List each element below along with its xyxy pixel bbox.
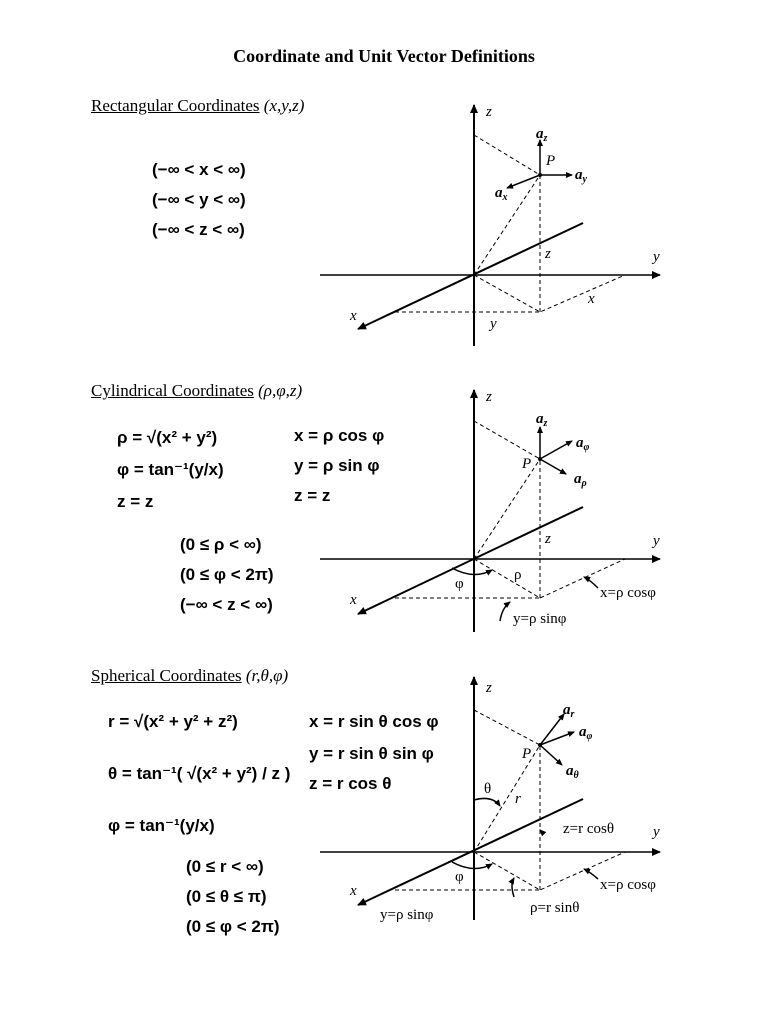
rect-ax-label: $a_x$	[495, 185, 508, 203]
sph-point-label: P	[522, 746, 532, 762]
cyl-x-axis	[358, 507, 583, 614]
sph-z-axis-label: z	[486, 680, 492, 696]
cyl-arho-vector	[540, 459, 566, 474]
rect-ax-vector	[507, 175, 540, 188]
rect-point-label: P	[546, 153, 556, 169]
sph-atheta-vector	[540, 745, 562, 765]
rect-proj-base	[474, 275, 625, 312]
sph-atheta-label: $a_\theta$	[566, 763, 579, 781]
cyl-y-eq-label: y=ρ sinφ	[513, 611, 567, 627]
cyl-proj-top	[474, 421, 540, 459]
sph-phi-arc	[452, 862, 492, 869]
cyl-range-z: (−∞ < z < ∞)	[180, 595, 273, 614]
sph-inv-y: y = r sin θ sin φ	[309, 744, 434, 763]
cyl-range-rho: (0 ≤ ρ < ∞)	[180, 535, 262, 554]
cyl-az-label: $a_z$	[536, 411, 548, 429]
rect-range-x: (−∞ < x < ∞)	[152, 160, 246, 179]
rect-range-z: (−∞ < z < ∞)	[152, 220, 245, 239]
sph-def-r: r = √(x² + y² + z²)	[108, 712, 238, 731]
cyl-def-rho: ρ = √(x² + y²)	[117, 428, 218, 447]
cyl-y-axis-label: y	[653, 533, 660, 549]
sph-r-label: r	[515, 791, 521, 807]
rect-title-vars: (x,y,z)	[263, 96, 305, 115]
sph-title-vars: (r,θ,φ)	[245, 666, 289, 685]
rect-proj-top	[474, 135, 540, 175]
cyl-inv-z: z = z	[294, 486, 331, 505]
cyl-inv-y: y = ρ sin φ	[294, 456, 380, 475]
page-title: Coordinate and Unit Vector Definitions	[233, 46, 535, 66]
rect-title-name: Rectangular Coordinates	[91, 96, 260, 115]
sph-y-axis-label: y	[653, 824, 660, 840]
cyl-y-pointer	[500, 602, 510, 621]
rect-y-proj-label: y	[490, 316, 497, 332]
cyl-z-proj-label: z	[545, 531, 551, 547]
cyl-range-phi: (0 ≤ φ < 2π)	[180, 565, 274, 584]
rect-x-axis-label: x	[350, 308, 357, 324]
cyl-title-vars: (ρ,φ,z)	[258, 381, 303, 400]
sph-x-pointer	[584, 869, 598, 879]
rect-az-label: $a_z$	[536, 126, 548, 144]
rect-z-axis-label: z	[486, 104, 492, 120]
rect-diagram	[320, 104, 660, 346]
rect-z-proj-label: z	[545, 246, 551, 262]
sph-proj-top	[474, 710, 540, 745]
sph-rho-pointer	[512, 878, 514, 897]
cyl-rho-label: ρ	[514, 567, 522, 583]
sph-range-phi: (0 ≤ φ < 2π)	[186, 917, 280, 936]
cyl-title-name: Cylindrical Coordinates	[91, 381, 254, 400]
sph-inv-z: z = r cos θ	[309, 774, 392, 793]
sph-range-theta: (0 ≤ θ ≤ π)	[186, 887, 267, 906]
rect-x-proj-label: x	[588, 291, 595, 307]
sph-theta-label: θ	[484, 781, 492, 797]
sph-def-theta: θ = tan⁻¹( √(x² + y²) / z )	[108, 764, 291, 783]
sph-x-axis-label: x	[350, 883, 357, 899]
sph-range-r: (0 ≤ r < ∞)	[186, 857, 264, 876]
sph-z-pointer	[540, 830, 544, 832]
cyl-aphi-vector	[540, 441, 572, 459]
cyl-x-axis-label: x	[350, 592, 357, 608]
cyl-phi-arc	[452, 568, 492, 575]
cyl-aphi-label: $a_\varphi$	[576, 435, 590, 453]
sph-theta-arc	[474, 798, 500, 806]
cyl-x-pointer	[584, 577, 598, 588]
cyl-inv-x: x = ρ cos φ	[294, 426, 385, 445]
sph-title-name: Spherical Coordinates	[91, 666, 242, 685]
rect-y-axis-label: y	[653, 249, 660, 265]
cyl-def-phi: φ = tan⁻¹(y/x)	[117, 460, 224, 479]
sph-def-phi: φ = tan⁻¹(y/x)	[108, 816, 215, 835]
sph-aphi-label: $a_\varphi$	[579, 724, 593, 742]
sph-diagram	[320, 677, 660, 923]
sph-inv-x: x = r sin θ cos φ	[309, 712, 439, 731]
sph-ar-label: $a_r$	[563, 702, 575, 720]
rect-proj-r	[474, 175, 540, 275]
rect-ay-label: $a_y$	[575, 167, 587, 185]
cyl-arho-label: $a_\rho$	[574, 471, 587, 489]
cyl-x-eq-label: x=ρ cosφ	[600, 585, 656, 601]
sph-phi-label: φ	[455, 869, 464, 885]
cyl-diagram	[320, 389, 660, 632]
rect-x-axis	[358, 223, 583, 329]
sph-y-eq-label: y=ρ sinφ	[380, 907, 434, 923]
cyl-phi-label: φ	[455, 576, 464, 592]
sph-x-eq-label: x=ρ cosφ	[600, 877, 656, 893]
sph-z-eq-label: z=r cosθ	[563, 821, 615, 837]
sph-rho-eq-label: ρ=r sinθ	[530, 900, 580, 916]
cyl-z-axis-label: z	[486, 389, 492, 405]
cyl-point-label: P	[522, 456, 532, 472]
cyl-def-z: z = z	[117, 492, 154, 511]
rect-range-y: (−∞ < y < ∞)	[152, 190, 246, 209]
